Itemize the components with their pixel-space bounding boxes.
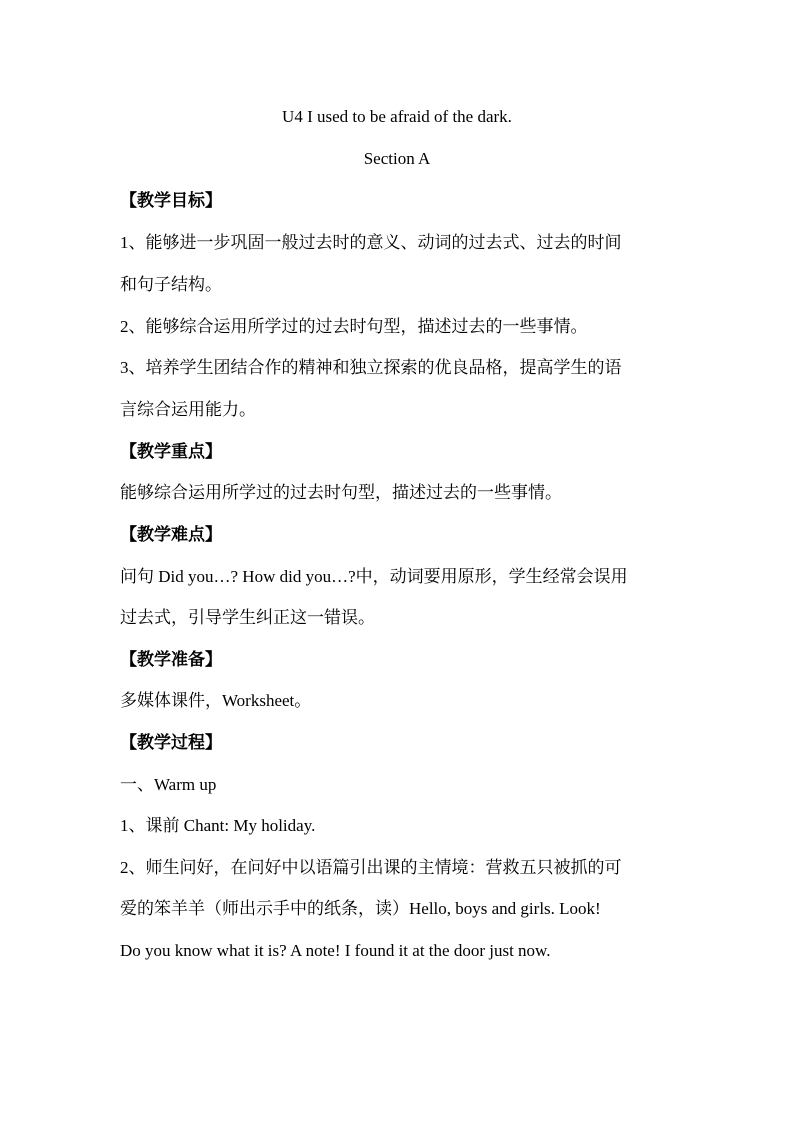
preparation-heading: 【教学准备】: [120, 650, 222, 669]
key-points-text: 能够综合运用所学过的过去时句型，描述过去的一些事情。: [120, 483, 562, 502]
difficulties-line-2: 过去式，引导学生纠正这一错误。: [120, 608, 375, 627]
objective-1-line-1: 1、能够进一步巩固一般过去时的意义、动词的过去式、过去的时间: [120, 233, 622, 252]
objective-2: 2、能够综合运用所学过的过去时句型，描述过去的一些事情。: [120, 317, 588, 336]
objective-1-line-2: 和句子结构。: [120, 275, 222, 294]
difficulties-heading: 【教学难点】: [120, 525, 222, 544]
step-2-line-3: Do you know what it is? A note! I found it at the door just now.: [120, 941, 551, 960]
document-subtitle: Section A: [363, 149, 431, 168]
warmup-heading: 一、Warm up: [120, 775, 217, 794]
process-heading: 【教学过程】: [120, 733, 222, 752]
document-title: U4 I used to be afraid of the dark.: [282, 107, 512, 126]
key-points-heading: 【教学重点】: [120, 442, 222, 461]
objective-3-line-2: 言综合运用能力。: [120, 400, 256, 419]
preparation-text: 多媒体课件，Worksheet。: [120, 691, 312, 710]
step-2-line-1: 2、师生问好，在问好中以语篇引出课的主情境：营救五只被抓的可: [120, 858, 622, 877]
step-1: 1、课前 Chant: My holiday.: [120, 816, 316, 835]
objective-3-line-1: 3、培养学生团结合作的精神和独立探索的优良品格，提高学生的语: [120, 358, 622, 377]
difficulties-line-1: 问句 Did you…? How did you…?中，动词要用原形，学生经常会误用: [120, 567, 628, 586]
step-2-line-2: 爱的笨羊羊（师出示手中的纸条，读）Hello, boys and girls. Look!: [120, 899, 601, 918]
objectives-heading: 【教学目标】: [120, 191, 222, 210]
